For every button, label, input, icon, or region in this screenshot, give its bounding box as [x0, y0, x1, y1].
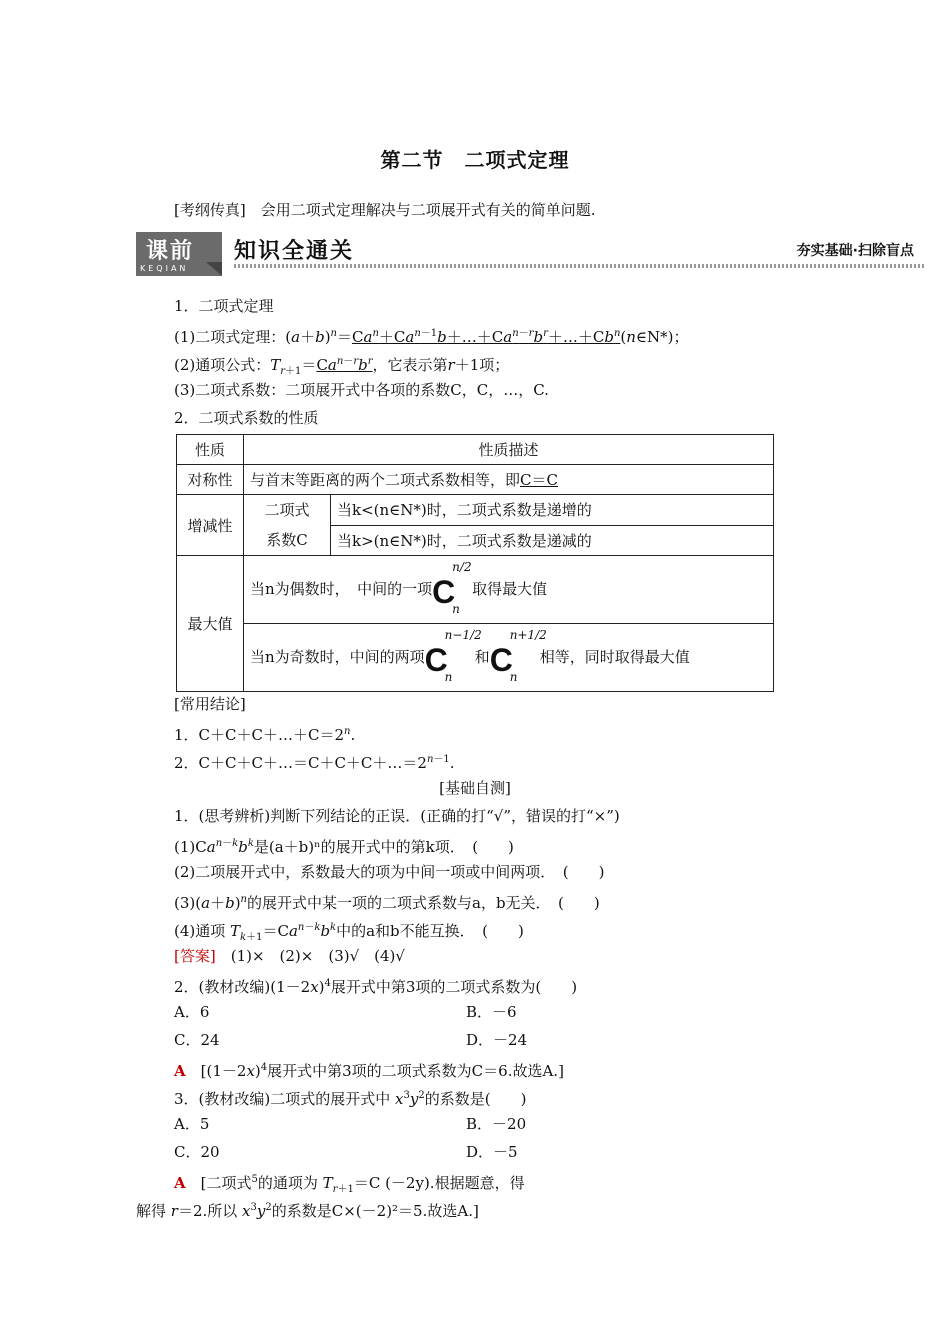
binom-even-icon: C n/2 n — [432, 559, 472, 616]
q1-stem: 1．(思考辨析)判断下列结论的正误．(正确的打“√”，错误的打“×”) — [174, 807, 620, 825]
banner-heading: 知识全通关 — [234, 239, 355, 264]
q1-4-text: 中的a和b不能互换． ( ) — [336, 922, 524, 940]
max-odd-text-a: 当n为奇数时，中间的两项 — [250, 647, 425, 666]
q2-text: 展开式中第3项的二项式系数为( ) — [330, 978, 578, 996]
q3-exp1-text: (－2y).根据题意，得 — [385, 1174, 525, 1192]
table-row-max-even — [177, 556, 774, 624]
general-term-line: (2)通项公式：$T_{r+1}=Ca^{n-r}b^r$，它表示第r＋1项； — [174, 356, 510, 377]
badge-text: 课前 — [146, 239, 195, 264]
q1-item-3: $(3)(a+b)^n$的展开式中某一项的二项式系数与a，b无关． ( ) — [174, 894, 600, 912]
q2-explanation: A [$(1-2x)^4$展开式中第3项的二项式系数为C＝6.故选A.] — [174, 1062, 564, 1080]
monotonic-subject-b: 系数C — [266, 531, 308, 549]
kaogang-line: [考纲传真] 会用二项式定理解决与二项展开式有关的简单问题. — [174, 201, 596, 219]
monotonic-label: 增减性 — [177, 495, 244, 556]
q3-option-c: C．20 — [174, 1143, 220, 1161]
q2-exp-text: 展开式中第3项的二项式系数为C＝6.故选A.] — [267, 1062, 564, 1080]
q2-stem: 2．(教材改编)$(1-2x)^4$展开式中第3项的二项式系数为( ) — [174, 978, 578, 996]
badge-pinyin: KEQIAN — [140, 264, 189, 273]
q1-answer — [174, 946, 405, 966]
common-heading: [常用结论] — [174, 695, 246, 713]
symmetry-equation: C＝C — [520, 471, 558, 489]
item1-prefix: (1)二项式定理： — [174, 328, 286, 346]
symmetry-desc — [244, 465, 774, 495]
q3-explanation-1: A [二项式$^5$的通项为 $T_{r+1}=C$ (－2y).根据题意，得 — [174, 1174, 525, 1195]
header-description: 性质描述 — [244, 435, 774, 465]
sec2-heading: 2．二项式系数的性质 — [174, 409, 319, 427]
frac-even-sub: n — [452, 601, 460, 616]
sec1-heading: 1．二项式定理 — [174, 297, 274, 315]
q3-text: 的系数是( ) — [424, 1090, 527, 1108]
common-conclusion-2: 2．$C+C+C+\dots=C+C+C+\dots=2^{n-1}$. — [174, 754, 455, 772]
item2-prefix: (2)通项公式： — [174, 356, 271, 374]
q3-explanation-2: 解得 r＝2.所以 $x^3y^2$的系数是C×(－2)²＝5.故选A.] — [136, 1202, 479, 1220]
q1-item-1: $(1)Ca^{n-k}b^k$是(a＋b)ⁿ的展开式中的第k项． ( ) — [174, 838, 514, 856]
frac-odd2-sup: n+1/2 — [509, 627, 547, 642]
selftest-heading: [基础自测] — [439, 779, 511, 797]
max-even-text-b: 取得最大值 — [472, 579, 548, 598]
symmetry-label: 对称性 — [177, 465, 244, 495]
table-header-row — [177, 435, 774, 465]
item2-suffix: ，它表示第 — [372, 356, 448, 374]
q3-exp2-text: 的系数是C×(－2)²＝5.故选A.] — [271, 1202, 479, 1220]
q2-option-d: D．－24 — [466, 1031, 528, 1049]
q1-item-4: (4)通项 $T_{k+1}=Ca^{n-k}b^k$中的a和b不能互换． ( ) — [174, 922, 524, 943]
coefficient-line: (3)二项式系数：二项展开式中各项的系数C，C，…，C. — [174, 381, 549, 399]
binom-odd1-icon: C n−1/2 n — [424, 627, 482, 684]
banner-rule — [234, 264, 926, 268]
banner-tagline: 夯实基础·扫除盲点 — [796, 243, 914, 259]
max-even-desc — [244, 556, 774, 624]
monotonic-subject-a: 二项式 — [264, 501, 310, 519]
q2-option-c: C．24 — [174, 1031, 220, 1049]
table-row-max-odd — [177, 624, 774, 692]
q3-option-d: D．－5 — [466, 1143, 518, 1161]
header-property: 性质 — [177, 435, 244, 465]
binomial-theorem-line: (1)二项式定理：$(a+b)^n=Ca^n+Ca^{n-1}b+\dots+Ca^{n-r}b^r+\dots+Cb^n(n\in N*)$； — [174, 328, 689, 346]
answer-tag: [答案] — [174, 947, 216, 965]
q3-stem: 3．(教材改编)二项式的展开式中 $x^3y^2$的系数是( ) — [174, 1090, 527, 1108]
badge-triangle-icon — [206, 262, 222, 276]
properties-table — [176, 434, 774, 692]
monotonic-increasing: 当k<(n∈N*)时，二项式系数是递增的 — [331, 495, 774, 526]
binom-odd2-icon: C n+1/2 n — [489, 627, 547, 684]
q3-option-b: B．－20 — [466, 1115, 527, 1133]
max-odd-text-b: 和 — [474, 647, 490, 666]
max-odd-text-c: 相等，同时取得最大值 — [539, 647, 690, 666]
monotonic-subject — [244, 495, 331, 556]
section-banner — [136, 232, 926, 276]
frac-odd1-sub: n — [444, 669, 453, 684]
max-label: 最大值 — [177, 556, 244, 692]
q1-1-text: 是(a＋b)ⁿ的展开式中的第k项． ( ) — [253, 838, 514, 856]
frac-odd1-sup: n−1/2 — [444, 627, 482, 642]
item2-end: 项； — [479, 356, 510, 374]
frac-odd2-sub: n — [509, 669, 518, 684]
q3-option-a: A．5 — [174, 1115, 210, 1133]
page-title: 第二节 二项式定理 — [380, 148, 570, 172]
answer-text: (1)× (2)× (3)√ (4)√ — [215, 947, 405, 965]
q3-key: A — [174, 1174, 186, 1192]
max-odd-desc — [244, 624, 774, 692]
q2-option-a: A．6 — [174, 1003, 210, 1021]
q1-item-2: (2)二项展开式中，系数最大的项为中间一项或中间两项． ( ) — [174, 863, 605, 881]
table-row-monotonic-1 — [177, 495, 774, 526]
table-row-symmetry — [177, 465, 774, 495]
q2-option-b: B．－6 — [466, 1003, 517, 1021]
symmetry-text: 与首末等距离的两个二项式系数相等，即 — [250, 471, 521, 489]
frac-even-sup: n/2 — [452, 559, 472, 574]
common-conclusion-1: 1．$C+C+C+\dots+C=2^n$. — [174, 726, 356, 744]
max-even-text-a: 当n为偶数时， 中间的一项 — [250, 579, 433, 598]
q1-3-text: 的展开式中某一项的二项式系数与a，b无关． ( ) — [247, 894, 600, 912]
common-c2-text: 2．C＋C＋C＋…＝C＋C＋C＋…＝2 — [174, 754, 427, 772]
q2-key: A — [174, 1062, 186, 1080]
monotonic-decreasing: 当k>(n∈N*)时，二项式系数是递减的 — [331, 525, 774, 556]
common-c1-text: 1．C＋C＋C＋…＋C＝2 — [174, 726, 344, 744]
